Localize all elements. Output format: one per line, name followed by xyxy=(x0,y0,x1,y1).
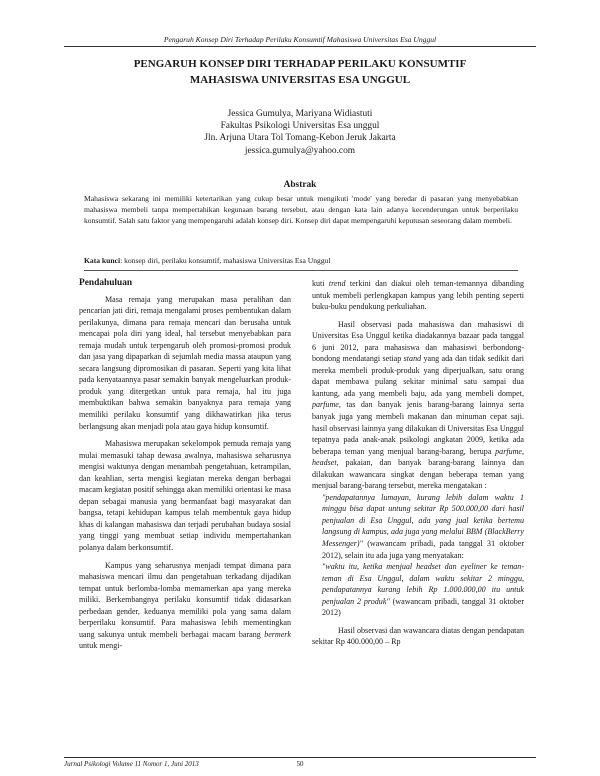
right-p2-em1: stand xyxy=(403,354,422,364)
quote-1-citation: (wawancam pribadi, pada tanggal 31 oktober 2012), selain itu ada juga yang menyatakan: xyxy=(322,539,524,560)
keywords-line xyxy=(84,256,518,265)
quote-2-text: "waktu itu, ketika menjual headset dan eyeliner ke teman-teman di Esa Unggul, dalam waktu sekitar 2 minggu, pendapatannya kurang lebih Rp 1.000.000,00 itu untuk penjualan 2 produk" xyxy=(322,562,524,606)
author-names: Jessica Gumulya, Mariyana Widiastuti xyxy=(227,109,373,119)
author-address: Jln. Arjuna Utara Tol Tomang-Kebon Jeruk Jakarta xyxy=(204,133,396,144)
footer-rule xyxy=(64,757,536,758)
intro-paragraph-3-main: Kampus yang seharusnya menjadi tempat dimana para mahasiswa mencari ilmu dan pengetahuan terkadang dijadikan tempat untuk berlomba-lomba memamerkan apa yang mereka miliki. Berkembangnya perilaku konsumtif tidak didasarkan perbedaan gender, keduanya memiliki pola yang sama dalam berperilaku konsumtif. Para mahasiswa lebih mementingkan uang sakunya untuk membeli berbagai macam barang xyxy=(79,560,291,639)
running-head: Pengaruh Konsep Diri Terhadap Perilaku Konsumtif Mahasiswa Universitas Esa Unggul xyxy=(163,35,437,44)
intro-paragraph-3 xyxy=(79,560,291,652)
right-p2-a: Hasil observasi pada mahasiswa dan mahasiswi di Universitas Esa Unggul ketika diadakannya bazaar pada tanggal 6 juni 2012, para mahasiswa dan mahasiswi berbondong-bondong mendatangi setiap xyxy=(312,319,524,364)
page-number: 50 xyxy=(296,760,304,768)
right-p2-c: , tas dan banyak jenis barang-barang lainnya serta banyak juga yang membeli makanan dan minuman cepat saji. hasil observasi lainnya yang dilakukan di Universitas Esa Unggul tepatnya pada anak-anak psikologi angkatan 2009, ketika ada beberapa teman yang menjual barang-barang, berupa xyxy=(312,400,524,456)
intro-paragraph-3-emphasis: bermerk xyxy=(264,629,291,639)
right-p1-rest: terkini dan diakui oleh teman-temannya dibanding untuk membeli perlengkapan kampus yang lebih penting seperti buku-buku pendukung perkuliahan. xyxy=(312,279,525,312)
right-p2-e: , pakaian, dan banyak barang-barang lainnya dan dilakukan wawancara singkat dengan beberapa teman yang menjual barang-barang tersebut, mereka mengatakan : xyxy=(312,458,524,491)
right-paragraph-3: Hasil observasi dan wawancara diatas dengan pendapatan sekitar Rp 400.000,00 – Rp xyxy=(312,625,524,647)
keywords-label: Kata kunci xyxy=(84,256,121,265)
quote-2-citation: (wawancam pribadi, tanggal 31 oktober 2012) xyxy=(322,596,525,618)
keywords-rule xyxy=(84,270,518,271)
section-heading-pendahuluan: Pendahuluan xyxy=(79,278,133,288)
paper-title xyxy=(60,57,540,88)
interview-quote-2 xyxy=(322,561,524,619)
intro-paragraph-2: Mahasiswa merupakan sekelompok pemuda remaja yang mulai memasuki tahap dewasa awalnya, mahasiswa seharusnya mengisi waktunya dengan menambah pengetahuan, ketrampilan, dan keahlian, serta mengisi kegiatan mereka dengan berbagai macam kegiatan positif sehingga akan memiliki orientasi ke masa depan sebagai manusia yang bermanfaat bagi masyarakat dan bangsa, tetapi kehidupan kampus telah membentuk gaya hidup khas di kalangan mahasiswa dan terjadi perubahan budaya sosial yang tinggi yang membuat setiap individu mempertahankan polanya dalam berkonsumtif. xyxy=(79,439,291,553)
right-p2-d: , xyxy=(521,446,524,456)
right-p2-em4: headset xyxy=(312,458,337,468)
right-p2-em2: parfume xyxy=(312,400,339,410)
author-block xyxy=(60,108,540,157)
header-rule xyxy=(64,46,536,47)
footer-journal: Jurnal Psikologi Volume 11 Nomor 1, Juni 2013 xyxy=(64,760,199,768)
interview-quote-1 xyxy=(322,492,524,561)
intro-paragraph-1: Masa remaja yang merupakan masa peralihan dan pencarian jati diri, remaja mengalami proses pembentukan dalam perilakunya, dimana para remaja mencari dan berusaha untuk mencapai pola diri yang ideal, hal tersebut menyebabkan para remaja mudah untuk terpengaruh oleh promosi-promosi produk dan jasa yang dipaparkan di sejumlah media massa ataupun yang secara langsung dipromosikan di pasaran. Seperti yang kita lihat pada kenyataannya pasar semakin banyak mengeluarkan produk-produk yang ditergetkan untuk para remaja, hal itu juga membuktikan bahwa semakin banyaknya para remaja yang memiliki perilaku konsumtif yang dikhawatirkan jika terus berlangsung akan menjadi pola atau gaya hidup konsumtif. xyxy=(79,294,291,431)
abstract-body: Mahasiswa sekarang ini memiliki ketertarikan yang cukup besar untuk mengikuti 'mode' yang beredar di pasaran yang menyebabkan mahasiswa membeli tanpa mempertahikan kegunaan barang tersebut, atau dengan kata lain adanya kecenderungan untuk berperilaku konsumtif. Salah satu faktor yang mempengaruhi adalah konsep diri. Konsep diri dapat mempengaruhi keputusan seseorang dalam membeli. xyxy=(84,194,518,226)
author-faculty: Fakultas Psikologi Universitas Esa unggul xyxy=(220,121,380,132)
left-column xyxy=(79,278,291,652)
abstract-heading: Abstrak xyxy=(283,180,317,190)
quote-1-text: "pendapatannya lumayan, kurang lebih dalam waktu 1 minggu bisa dapat untung sekitar Rp 500.000,00 dari hasil penjualan di Esa Unggul, ada yang jual ketika bertemu langsung di kampus, ada juga yang melalui BBM (BlackBerry Messenger)" xyxy=(322,492,524,549)
right-p2-b: yang ada dan tidak sedikit dari mereka membeli produk-produk yang diperjualkan, satu orang dapat membawa pulang sekitar minimal satu sampai dua kantung, ada yang membeli baju, ada yang membeli dompet, xyxy=(312,354,524,398)
right-column xyxy=(312,278,524,648)
title-line-2: MAHASISWA UNIVERSITAS ESA UNGGUL xyxy=(189,73,411,86)
intro-paragraph-3-tail: untuk mengi- xyxy=(79,641,123,651)
title-line-1: PENGARUH KONSEP DIRI TERHADAP PERILAKU KONSUMTIF xyxy=(133,58,467,70)
right-p1-emphasis: trend xyxy=(328,279,346,288)
right-paragraph-2 xyxy=(312,319,524,492)
keywords-text: : konsep diri, perilaku konsumtif, mahasiswa Universitas Esa Unggul xyxy=(120,256,331,265)
right-paragraph-1 xyxy=(312,278,524,313)
right-p1-lead: kuti xyxy=(312,279,329,288)
right-p2-em3: parfume xyxy=(495,446,522,456)
author-email: jessica.gumulya@yahoo.com xyxy=(244,145,356,156)
